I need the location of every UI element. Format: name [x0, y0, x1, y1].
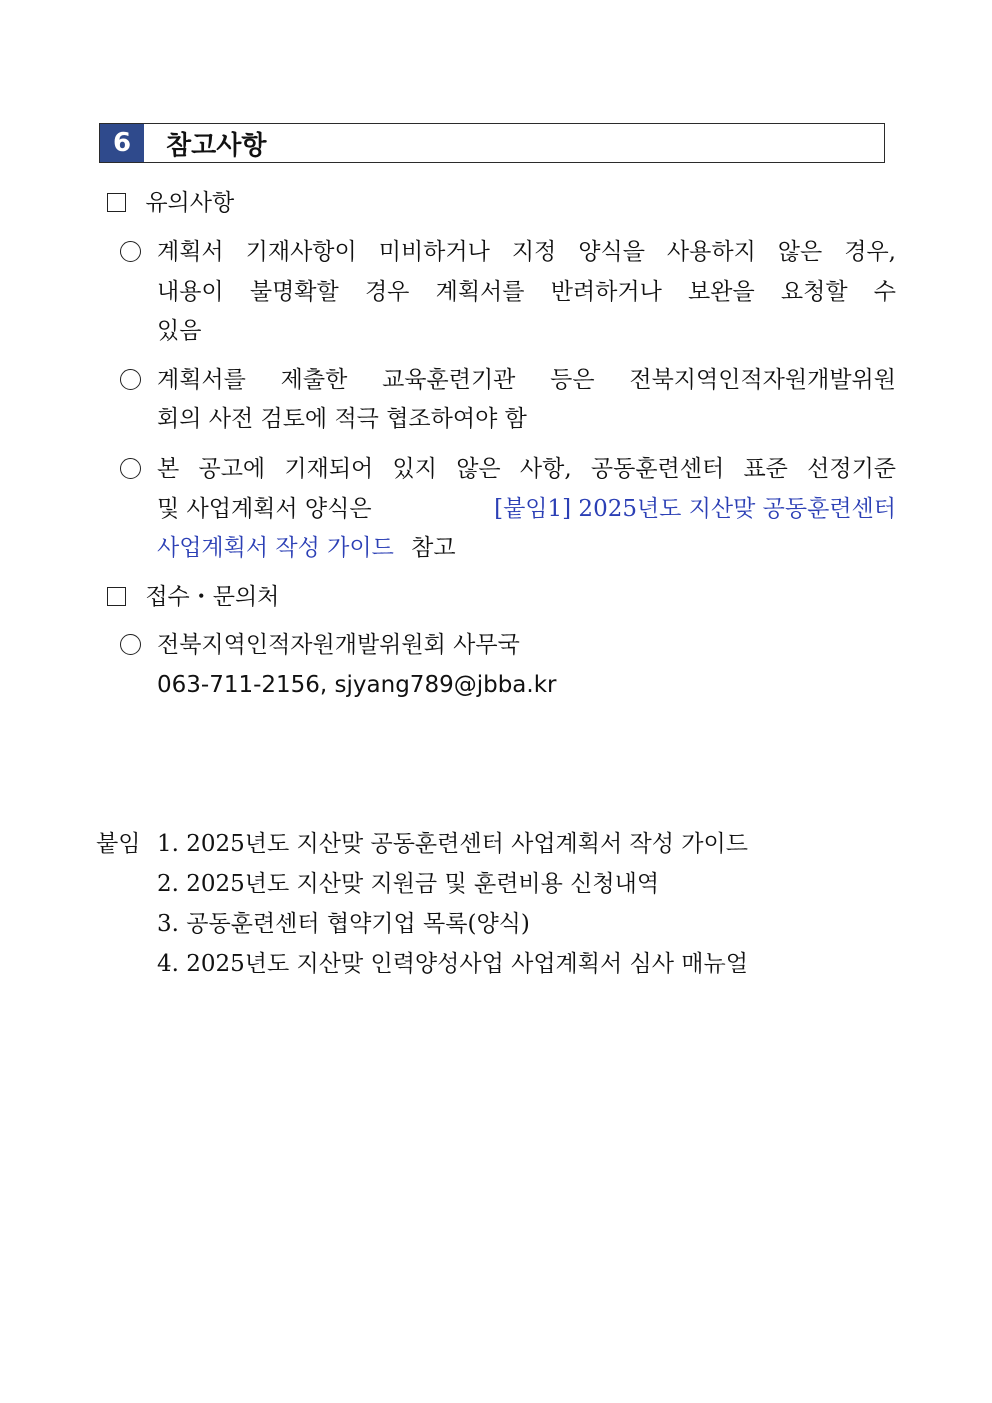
- note-1-line-1: 계획서 기재사항이 미비하거나 지정 양식을 사용하지 않은 경우,: [157, 239, 896, 265]
- contact-org: 전북지역인적자원개발위원회 사무국: [157, 632, 520, 658]
- attachment-1-link-cont[interactable]: 사업계획서 작성 가이드: [157, 535, 394, 561]
- attachments-label: 붙임: [96, 831, 141, 857]
- bullet-circle-icon: [120, 365, 141, 395]
- note-3-line-1: 본 공고에 기재되어 있지 않은 사항, 공동훈련센터 표준 선정기준: [157, 456, 896, 482]
- note-3-prefix: 및 사업계획서 양식은: [157, 496, 372, 522]
- notes-heading-row: [107, 188, 234, 218]
- bullet-circle-icon: [120, 454, 141, 484]
- attachment-1-link[interactable]: [붙임1] 2025년도 지산맞 공동훈련센터: [494, 496, 896, 522]
- note-3-line-3: [157, 533, 456, 563]
- note-2-line-2: 회의 사전 검토에 적극 협조하여야 함: [157, 406, 527, 432]
- attachment-item-2: 2. 2025년도 지산맞 지원금 및 훈련비용 신청내역: [157, 871, 660, 897]
- note-2-line-1: 계획서를 제출한 교육훈련기관 등은 전북지역인적자원개발위원: [157, 367, 896, 393]
- checkbox-square-icon: [107, 193, 126, 212]
- attachment-item-1: 1. 2025년도 지산맞 공동훈련센터 사업계획서 작성 가이드: [157, 831, 748, 857]
- section-header: [99, 123, 885, 163]
- note-1-line-2: 내용이 불명확할 경우 계획서를 반려하거나 보완을 요청할 수: [157, 279, 896, 305]
- note-1-line-3: 있음: [157, 318, 202, 344]
- bullet-circle-icon: [120, 237, 141, 267]
- contact-heading: 접수・문의처: [145, 584, 280, 610]
- note-3-line-2: [157, 494, 896, 524]
- attachment-item-4: 4. 2025년도 지산맞 인력양성사업 사업계획서 심사 매뉴얼: [157, 951, 748, 977]
- checkbox-square-icon: [107, 587, 126, 606]
- notes-heading: 유의사항: [145, 190, 235, 216]
- note-3-suffix: 참고: [411, 535, 456, 561]
- section-number: 6: [100, 124, 144, 162]
- contact-phone-email: 063-711-2156, sjyang789@jbba.kr: [157, 672, 557, 698]
- contact-heading-row: [107, 582, 279, 612]
- section-title: 참고사항: [166, 130, 267, 161]
- bullet-circle-icon: [120, 630, 141, 660]
- attachment-item-3: 3. 공동훈련센터 협약기업 목록(양식): [157, 911, 530, 937]
